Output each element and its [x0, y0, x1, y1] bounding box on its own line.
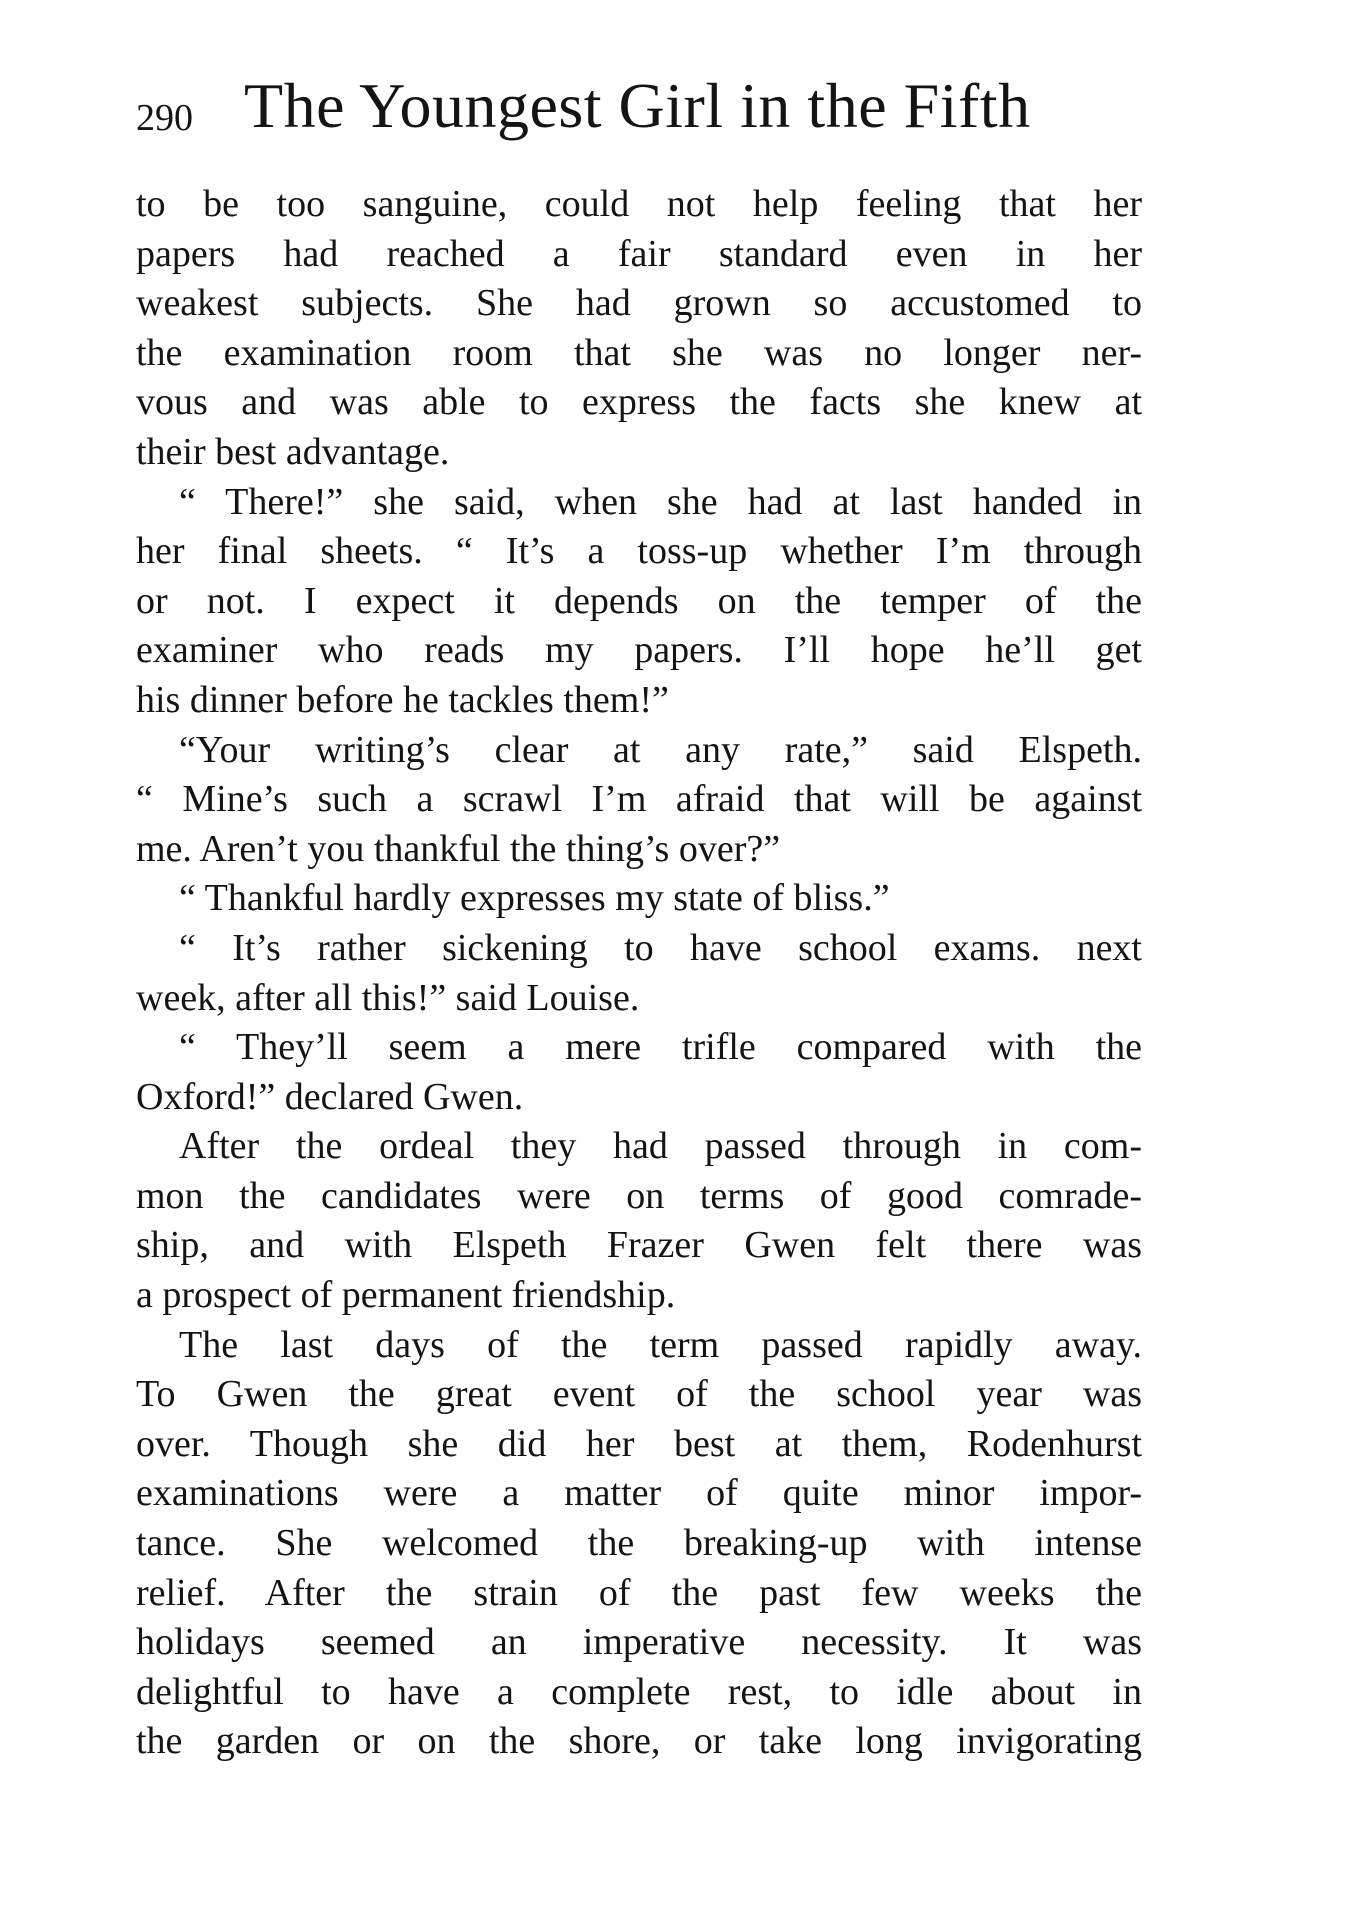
text-line: delightful to have a complete rest, to idle about in [136, 1670, 1142, 1713]
text-line: week, after all this!” said Louise. [136, 976, 640, 1019]
running-title: The Youngest Girl in the Fifth [244, 70, 1031, 141]
text-line: papers had reached a fair standard even in her [136, 232, 1142, 275]
text-line: “ Mine’s such a scrawl I’m afraid that will be against [136, 778, 1142, 821]
text-line: weakest subjects. She had grown so accustomed to [136, 282, 1142, 325]
text-line: holidays seemed an imperative necessity. It was [136, 1621, 1142, 1664]
text-line: ship, and with Elspeth Frazer Gwen felt there was [136, 1224, 1142, 1267]
text-line: To Gwen the great event of the school year was [136, 1373, 1142, 1416]
text-line: examiner who reads my papers. I’ll hope he’ll get [136, 629, 1142, 672]
text-line: her final sheets. “ It’s a toss-up whether I’m through [136, 530, 1142, 573]
text-line: over. Though she did her best at them, Rodenhurst [136, 1422, 1142, 1465]
page-header [136, 70, 1136, 150]
text-line: their best advantage. [136, 430, 450, 473]
text-line: Oxford!” declared Gwen. [136, 1075, 524, 1118]
text-line: or not. I expect it depends on the temper of the [136, 579, 1142, 622]
text-line: the examination room that she was no longer ner- [136, 331, 1142, 374]
text-line: examinations were a matter of quite minor impor- [136, 1472, 1142, 1515]
body-text [136, 180, 1142, 1767]
text-line: his dinner before he tackles them!” [136, 678, 669, 721]
page-number: 290 [136, 97, 193, 139]
text-line: me. Aren’t you thankful the thing’s over?” [136, 827, 781, 870]
text-line: relief. After the strain of the past few weeks the [136, 1571, 1142, 1614]
text-line: “ There!” she said, when she had at last handed in [179, 480, 1142, 523]
text-line: mon the candidates were on terms of good comrade- [136, 1174, 1142, 1217]
text-line: The last days of the term passed rapidly away. [179, 1323, 1142, 1366]
text-line: to be too sanguine, could not help feeling that her [136, 183, 1142, 225]
text-line: “ They’ll seem a mere trifle compared with the [179, 1026, 1142, 1069]
text-line: the garden or on the shore, or take long invigorating [136, 1720, 1142, 1763]
text-line: vous and was able to express the facts she knew at [136, 381, 1142, 424]
text-line: a prospect of permanent friendship. [136, 1274, 676, 1317]
text-line: After the ordeal they had passed through in com- [179, 1125, 1142, 1168]
text-line: “Your writing’s clear at any rate,” said Elspeth. [179, 728, 1142, 771]
text-line: “ Thankful hardly expresses my state of bliss.” [179, 877, 890, 920]
text-line: “ It’s rather sickening to have school exams. next [179, 926, 1142, 969]
text-line: tance. She welcomed the breaking-up with intense [136, 1522, 1142, 1565]
